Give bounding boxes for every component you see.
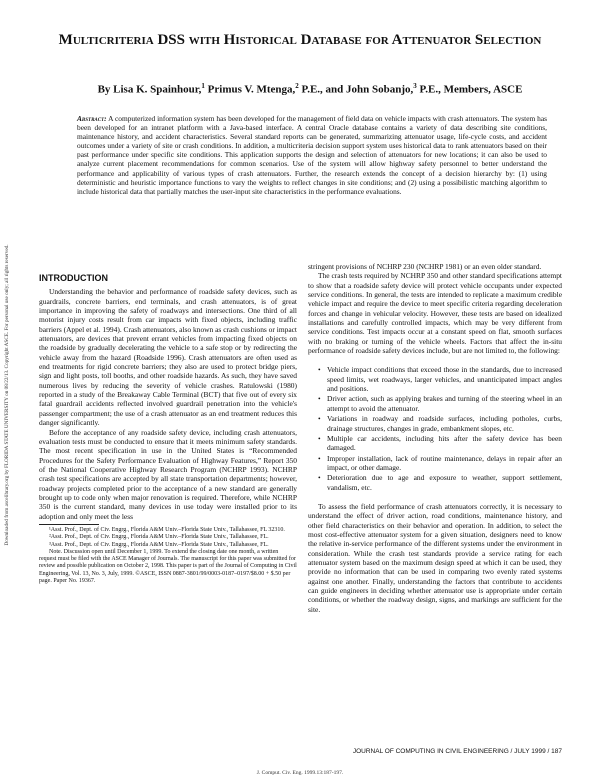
right-paragraph-0: stringent provisions of NCHRP 230 (NCHRP 1981) or an even older standard.	[308, 262, 542, 271]
abstract-label: Abstract:	[77, 114, 107, 123]
right-paragraph-2: To assess the field performance of crash attenuators correctly, it is necessary to understand the effect of driver action, road conditions, maintenance history, and other field characteristics on their behavior and operation. In addition, to select the most cost-effective attenuator system for a given situation, designers need to know the relative in-service performance of the different systems under the environment in consideration. While the crash test standards provide a service rating for each attenuator system based on the maximum design speed at which it can be used, they provide no information that can be used in comparing two evenly rated systems against one another. Finally, understanding the factors that contribute to accidents can guide engineers in deciding whether attenuator use is appropriate under certain conditions, or whether the roadway design, signs, and markings are sufficient for the site.	[308, 501, 562, 614]
list-item: • Improper installation, lack of routine maintenance, delays in repair after an impact, or other damage.	[318, 454, 562, 473]
author-3: P.E., and John Sobanjo,	[298, 83, 414, 96]
abstract-text: A computerized information system has been developed for the management of field data on vehicle impacts with crash attenuators. The system has been developed for an intranet platform with a Java-based interface. A central Oracle database contains a variety of data describing site conditions, maintenance history, and accident characteristics. Several standard reports can be generated, summarizing attenuator usage, life-cycle costs, and accident outcomes under a variety of site or crash conditions. In addition, a multicriteria decision support system uses historical data to rank attenuators based on their past performance under specific site conditions. This application supports the design and selection of attenuators for new locations; it can also be used to analyze current placement recommendations for common scenarios. Use of the system will allow highway safety personnel to better understand the performance and applicability of various types of crash attenuators. Further, the research extends the concept of a decision hierarchy by: (1) using deterministic and heuristic importance functions to vary the weights to reflect changes in site conditions; and (2) using a possibilistic matching algorithm to include historical data that partially matches the user-input site characteristics in the performance evaluations.	[77, 114, 547, 196]
author-affil: P.E., Members, ASCE	[416, 83, 523, 96]
left-column	[39, 274, 297, 585]
footnote-1: ¹Asst. Prof., Dept. of Civ. Engrg., Florida A&M Univ.–Florida State Univ., Tallahassee, FL 32310.	[49, 526, 285, 533]
paper-title: Multicriteria DSS with Historical Database for Attenuator Selection	[58, 32, 542, 48]
right-column	[308, 262, 562, 614]
intro-paragraph-2: Before the acceptance of any roadside safety device, including crash attenuators, evaluation tests must be conducted to ensure that it meets minimum safety standards. The most recent specification in use in the United States is “Recommended Procedures for the Safety Performance Evaluation of Highway Features,” Report 350 of the National Cooperative Highway Research Program (NCHRP 1993). NCHRP crash test specifications are accepted by all state transportation departments; however, roadway projects completed prior to the acceptance of a new standard are generally brought up to code only when major renovation is required. Therefore, while NCHRP 350 is the current standard, many devices in use today were installed prior to its adoption and only meet the less	[39, 427, 297, 521]
list-item: • Vehicle impact conditions that exceed those in the standards, due to increased speed limits, wet roadways, larger vehicles, and unanticipated impact angles and positions.	[318, 365, 562, 393]
footnote-note: Note. Discussion open until December 1, 1999. To extend the closing date one month, a written request must be filed with the ASCE Manager of Journals. The manuscript for this paper was submitted for review and possible publication on October 2, 1998. This paper is part of the Journal of Computing in Civil Engineering, Vol. 13, No. 3, July, 1999. ©ASCE, ISSN 0887-3801/99/0003-0187–0197/$8.00 + $.50 per page. Paper No. 19367.	[39, 548, 297, 585]
footnote-3: ³Asst. Prof., Dept. of Civ. Engrg., Florida A&M Univ.–Florida State Univ., Tallahassee, FL.	[49, 541, 269, 548]
citation-line: J. Comput. Civ. Eng. 1999.13:187-197.	[256, 770, 344, 776]
list-item: • Variations in roadway and roadside surfaces, including potholes, curbs, drainage structures, changes in grade, embankment slopes, etc.	[318, 414, 562, 433]
author-2: Primus V. Mtenga,	[204, 83, 296, 96]
intro-paragraph-1: Understanding the behavior and performance of roadside safety devices, such as guardrails, concrete barriers, end terminals, and crash attenuators, is of great importance in improving the safety of roadways and intersections. One third of all motorist injury costs result from car impacts with fixed objects, including traffic barriers (Appel et al. 1994). Crash attenuators, also known as crash cushions or impact attenuators, are devices that prevent errant vehicles from impacting fixed objects on the roadside by gradually decelerating the vehicle to a safe stop or by redirecting the vehicle away from the hazard (Roadside 1996). Crash attenuators are often used as end treatments for rigid concrete barriers; they also are used to protect bridge piers, sign and light posts, toll booths, and other roadside hazards. As such, they have saved numerous lives by reducing the severity of vehicle crashes. Ratulowski (1980) reported in a study of the Breakaway Cable Terminal (BCT) that five out of every six fatal guardrail accidents reflected involved guardrail penetration into the vehicle's passenger compartment; the use of a crash attenuator as an end treatment reduces this danger significantly.	[39, 287, 297, 428]
section-heading-introduction: INTRODUCTION	[39, 273, 108, 283]
right-paragraph-1: The crash tests required by NCHRP 350 and other standard specifications attempt to show that a roadside safety device will protect vehicle occupants under expected service conditions. In general, the tests are intended to replicate a maximum credible vehicle impact and require the device to meet specific criteria regarding deceleration forces and change in vehicular velocity. However, these tests are based on idealized installations and carefully controlled impacts, which may be very different from service conditions. Test impacts occur at a constant speed on flat, smooth surfaces with no braking or turning of the vehicle wheels. Factors that affect the in-situ performance of roadside safety devices include, but are not limited to, the following:	[308, 271, 562, 356]
page-footer: JOURNAL OF COMPUTING IN CIVIL ENGINEERING / JULY 1999 / 187	[352, 748, 562, 755]
list-item: • Deterioration due to age and exposure to weather, support settlement, vandalism, etc.	[318, 473, 562, 492]
footnote-rule	[39, 524, 99, 525]
author-line: By Lisa K. Spainhour,$^1$ Primus V. Mtenga,$^2$ P.E., and John Sobanjo,$^3$ P.E., Members, ASCE	[97, 82, 523, 96]
list-item: • Multiple car accidents, including hits after the safety device has been damaged.	[318, 434, 562, 453]
list-item: • Driver action, such as applying brakes and turning of the steering wheel in an attempt to avoid the attenuator.	[318, 394, 562, 413]
factor-list	[318, 365, 562, 491]
download-notice: Downloaded from ascelibrary.org by FLORIDA STATE UNIVERSITY on 08/22/13. Copyright ASCE. For personal use only; all rights reserved.	[4, 244, 10, 546]
abstract	[77, 114, 547, 196]
author-1: By Lisa K. Spainhour,	[97, 83, 202, 96]
footnote-2: ²Asst. Prof., Dept. of Civ. Engrg., Florida A&M Univ.–Florida State Univ., Tallahassee, FL.	[49, 534, 269, 541]
